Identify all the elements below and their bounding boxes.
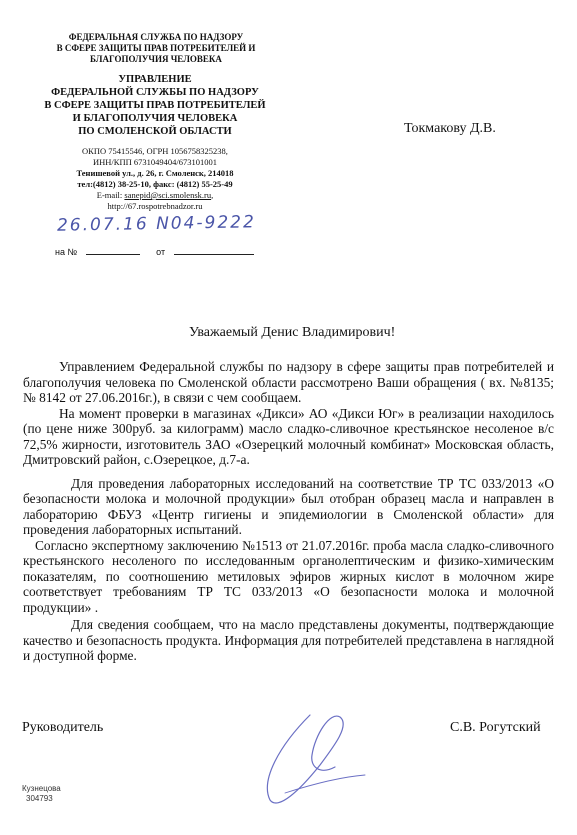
handwritten-signature: [240, 705, 380, 815]
email-label: E-mail:: [96, 190, 125, 200]
office-line: ПО СМОЛЕНСКОЙ ОБЛАСТИ: [78, 126, 232, 137]
paragraph-2: На момент проверки в магазинах «Дикси» АО «Дикси Юг» в реализации находилось (по цене ниже 300руб. за килограмм) масло сладко-сливочное крестьянское несоленое в/с 72,5% жирности, изготовитель ЗАО «Озерецкий молочный комбинат» Московская область, Дмитровский район, с.Озерецкое, д.7-а.: [23, 405, 554, 467]
paragraph-4: Согласно экспертному заключению №1513 от 21.07.2016г. проба масла сладко-сливочного крестьянского несоленого по исследованным органолептическим и физико-химическим показателям, по соотношению метиловых эфиров жирных кислот в молочном жире соответствует требованиям ТР ТС 033/2013 «О безопасности молока и молочной продукции» .: [23, 537, 554, 615]
tax-codes: ИНН/КПП 6731049404/673101001: [93, 157, 217, 167]
office-address: Тенишевой ул., д. 26, г. Смоленск, 214018: [76, 168, 234, 178]
office-website[interactable]: http://67.rospotrebnadzor.ru: [107, 201, 203, 211]
office-email: [30, 190, 280, 201]
recipient: Токмакову Д.В.: [404, 121, 496, 136]
reg-date-blank: [174, 244, 254, 255]
reg-no-label: на №: [55, 247, 78, 257]
signatory-title: Руководитель: [22, 720, 104, 735]
service-line: БЛАГОПОЛУЧИЯ ЧЕЛОВЕКА: [90, 54, 222, 64]
office-line: И БЛАГОПОЛУЧИЯ ЧЕЛОВЕКА: [72, 113, 238, 124]
registry-codes: ОКПО 75415546, ОГРН 1056758325238,: [82, 146, 228, 156]
federal-service-header: [36, 32, 276, 65]
reg-no-blank: [86, 244, 140, 255]
reg-from-label: от: [156, 247, 166, 257]
letter-body: [23, 359, 554, 664]
executor-phone: 304793: [26, 794, 53, 803]
executor-block: [22, 784, 61, 804]
office-line: УПРАВЛЕНИЕ: [118, 74, 192, 85]
email-suffix: ,: [211, 190, 214, 200]
regional-office-header: [20, 73, 290, 138]
reply-to-line: [55, 244, 254, 257]
office-requisites: [30, 146, 280, 212]
office-line: В СФЕРЕ ЗАЩИТЫ ПРАВ ПОТРЕБИТЕЛЕЙ: [44, 100, 266, 111]
service-line: ФЕДЕРАЛЬНАЯ СЛУЖБА ПО НАДЗОРУ: [68, 32, 244, 42]
office-line: ФЕДЕРАЛЬНОЙ СЛУЖБЫ ПО НАДЗОРУ: [51, 87, 259, 98]
greeting: Уважаемый Денис Владимирович!: [189, 325, 396, 340]
paragraph-3: Для проведения лабораторных исследований на соответствие ТР ТС 033/2013 «О безопасности молока и молочной продукции» был отобран образец масла и направлен в лабораторию ФБУЗ «Центр гигиены и эпидемиологии в Смоленской области» для проведения лабораторных испытаний.: [23, 475, 554, 537]
executor-name: Кузнецова: [22, 784, 61, 793]
email-link[interactable]: sanepid@sci.smolensk.ru: [124, 190, 212, 200]
handwritten-registration: 26.07.16 N04-9222: [56, 212, 257, 236]
service-line: В СФЕРЕ ЗАЩИТЫ ПРАВ ПОТРЕБИТЕЛЕЙ И: [56, 43, 256, 53]
paragraph-5: Для сведения сообщаем, что на масло представлены документы, подтверждающие качество и безопасность продукта. Информация для потребителей представлена в наглядной и доступной форме.: [23, 617, 554, 663]
paragraph-1: Управлением Федеральной службы по надзору в сфере защиты прав потребителей и благополучия человека по Смоленской области рассмотрено Ваши обращения ( вх. №8135; № 8142 от 27.06.2016г.), в связи с чем сообщаем.: [23, 359, 554, 405]
signatory-name: С.В. Рогутский: [450, 720, 541, 735]
office-phone: тел:(4812) 38-25-10, факс: (4812) 55-25-49: [77, 179, 233, 189]
